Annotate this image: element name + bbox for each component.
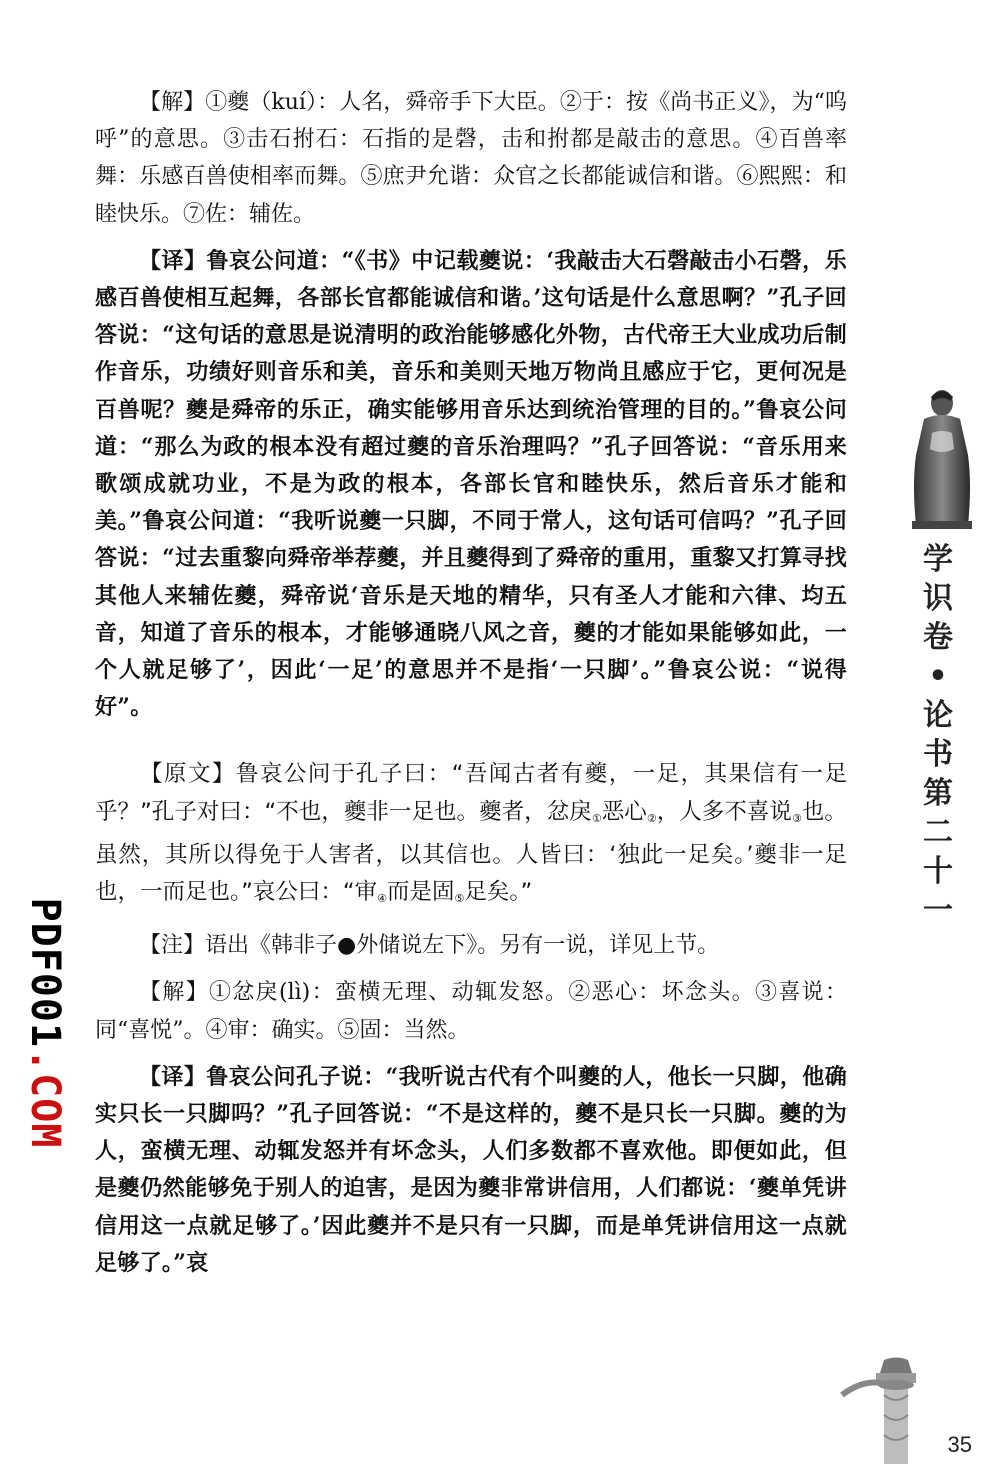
original-text-part: 而是固 [386, 879, 455, 906]
chapter-side-title [912, 540, 964, 930]
page-body [95, 84, 847, 1282]
original-text-part: 也。虽然，其所以得免于人害者，以其信也。人皆曰：‘独此一足矣。’夔非一足也，一而足也。”哀公曰：“审 [95, 798, 847, 906]
watermark-pdf: PDF001 [22, 897, 68, 1049]
original-text [95, 756, 847, 917]
annotation-jie-2: 【解】①忿戾(lì)：蛮横无理、动辄发怒。②恶心：坏念头。③喜说：同“喜悦”。④审：确实。⑤固：当然。 [95, 980, 847, 1043]
watermark [22, 893, 68, 1153]
confucius-statue-image [902, 385, 982, 530]
translation-yi-1: 【译】鲁哀公问道：“《书》中记载夔说：‘我敲击大石磬敲击小石磬，乐感百兽使相互起舞，各部长官都能诚信和谐。’这句话是什么意思啊？”孔子回答说：“这句话的意思是说清明的政治能够感化外物，古代帝王大业成功后制作音乐，功绩好则音乐和美，音乐和美则天地万物尚且感应于它，更何况是百兽呢？夔是舜帝的乐正，确实能够用音乐达到统治管理的目的。”鲁哀公问道：“那么为政的根本没有超过夔的音乐治理吗？”孔子回答说：“音乐用来歌颂成就功业，不是为政的根本，各部长官和睦快乐，然后音乐才能和美。”鲁哀公问道：“我听说夔一只脚，不同于常人，这句话可信吗？”孔子回答说：“过去重黎向舜帝举荐夔，并且夔得到了舜帝的重用，重黎又打算寻找其他人来辅佐夔，舜帝说‘音乐是天地的精华，只有圣人才能和六律、均五音，知道了音乐的根本，才能够通晓八风之音，夔的才能如果能够如此，一个人就足够了’，因此‘一足’的意思并不是指‘一只脚’。”鲁哀公说：“说得好”。 [95, 247, 847, 721]
side-title-char: 识 [923, 581, 953, 616]
side-title-char: 卷 [923, 620, 953, 655]
side-title-char: 二 [923, 815, 953, 850]
footnote-marker: ② [646, 811, 657, 825]
side-title-char: 一 [923, 893, 953, 928]
side-title-char: • [928, 659, 948, 694]
side-title-char: 第 [923, 776, 953, 811]
watermark-com: .COM [22, 1048, 68, 1149]
footnote-marker: ① [591, 811, 602, 825]
side-title-char: 论 [923, 698, 953, 733]
translation-yi-2: 【译】鲁哀公问孔子说：“我听说古代有个叫夔的人，他长一只脚，他确实只长一只脚吗？”孔子回答说：“不是这样的，夔不是只长一只脚。夔的为人，蛮横无理、动辄发怒并有坏念头，人们多数都不喜欢他。即便如此，但是夔仍然能够免于别人的迫害，是因为夔非常讲信用，人们都说：‘夔单凭讲信用这一点就足够了。’因此夔并不是只有一只脚，而是单凭讲信用这一点就足够了。”哀 [95, 1063, 847, 1276]
original-text-part: 足矣。” [464, 879, 533, 906]
page-number: 35 [947, 1432, 972, 1457]
footnote-marker: ④ [377, 892, 387, 906]
huabiao-column-image [836, 1355, 966, 1464]
side-title-char: 书 [923, 737, 953, 772]
note-zhu: 【注】语出《韩非子●外储说左下》。另有一说，详见上节。 [139, 933, 720, 959]
footnote-marker: ③ [791, 811, 802, 825]
original-text-part: 恶心 [601, 798, 647, 825]
side-title-char: 学 [923, 542, 953, 577]
footnote-marker: ⑤ [454, 892, 465, 906]
original-text-part: ，人多不喜说 [656, 798, 792, 825]
original-text-part: 【原文】鲁哀公问于孔子曰：“吾闻古者有夔，一足，其果信有一足乎？”孔子对曰：“不也，夔非一足也。夔者，忿戾 [95, 761, 847, 825]
annotation-jie-1: 【解】①夔（kuí）：人名，舜帝手下大臣。②于：按《尚书正义》，为“呜呼”的意思。③击石拊石：石指的是磬，击和拊都是敲击的意思。④百兽率舞：乐感百兽使相率而舞。⑤庶尹允谐：众官之长都能诚信和谐。⑥熙熙：和睦快乐。⑦佐：辅佐。 [95, 90, 847, 227]
side-title-char: 十 [923, 854, 953, 889]
